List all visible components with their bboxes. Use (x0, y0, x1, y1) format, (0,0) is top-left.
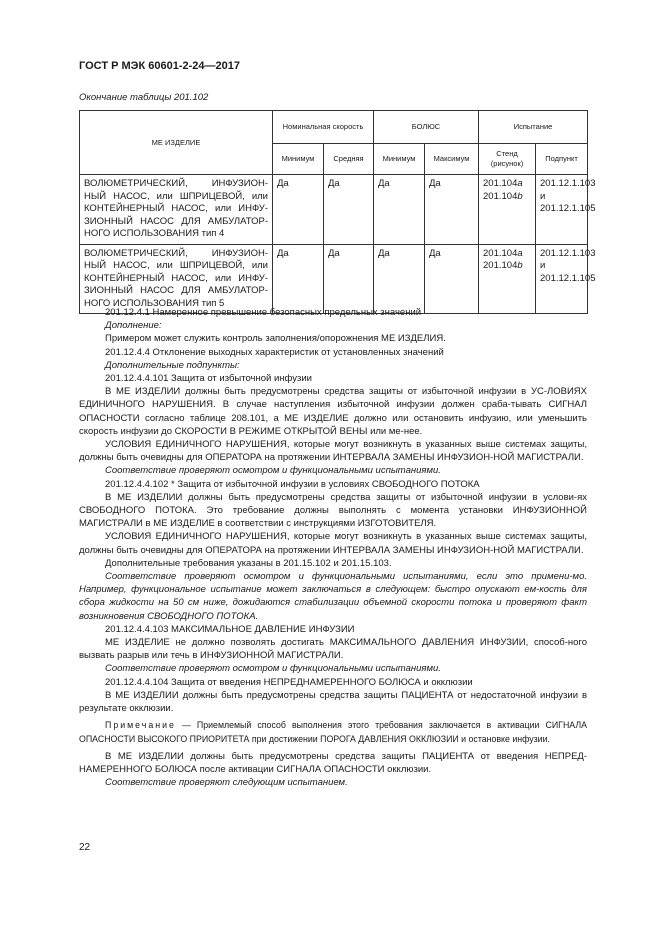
value-cell: Да (324, 175, 374, 245)
clause-heading: 201.12.4.4 Отклонение выходных характеристик от установленных значений (105, 346, 444, 358)
header-test: Испытание (479, 111, 588, 144)
subclause-cell: 201.12.1.103 и 201.12.1.105 (536, 175, 588, 245)
header-mid-rate: Средняя (324, 144, 374, 175)
paragraph: УСЛОВИЯ ЕДИНИЧНОГО НАРУШЕНИЯ, которые могут возникнуть в указанных выше системах защиты, должны быть очевидны для ОПЕРАТОРА на протяжении ИНТЕРВАЛА ЗАМЕНЫ ИНФУЗИОН-НОЙ МАГИСТРАЛИ. (79, 439, 587, 464)
compliance-text: Соответствие проверяют осмотром и функциональными испытаниями. (105, 465, 441, 477)
value-cell: Да (273, 244, 324, 314)
value-cell: Да (273, 175, 324, 245)
clause-heading: 201.12.4.4.103 МАКСИМАЛЬНОЕ ДАВЛЕНИЕ ИНФУЗИИ (105, 623, 355, 635)
note-text: — Приемлемый способ выполнения этого требования заключается в активации СИГНАЛА ОПАСНОСТИ ВЫСОКОГО ПРИОРИТЕТА при достижении ПОРОГА ДАВЛЕНИЯ ОККЛЮЗИИ и остановке инфузии. (79, 720, 587, 744)
device-cell: ВОЛЮМЕТРИЧЕСКИЙ, ИНФУЗИОН-НЫЙ НАСОС, или ШПРИЦЕВОЙ, или КОНТЕЙНЕРНЫЙ НАСОС, или ИНФУ-ЗИОННЫЙ НАСОС ДЛЯ АМБУЛАТОР-НОГО ИСПОЛЬЗОВАНИЯ тип 5 (80, 244, 273, 314)
header-min-bolus: Минимум (374, 144, 425, 175)
header-nominal-rate: Номинальная скорость (273, 111, 374, 144)
note (79, 719, 587, 745)
table-row (80, 244, 588, 314)
paragraph: В МЕ ИЗДЕЛИИ должны быть предусмотрены средства защиты ПАЦИЕНТА от введения НЕПРЕД-НАМЕРЕННОГО БОЛЮСА после активации СИГНАЛА ОПАСНОСТИ окклюзии. (79, 750, 587, 775)
table-row (80, 175, 588, 245)
header-stand: Стенд (рисунок) (479, 144, 536, 175)
header-min-rate: Минимум (273, 144, 324, 175)
value-cell: Да (324, 244, 374, 314)
table-caption: Окончание таблицы 201.102 (79, 92, 209, 103)
body-text (79, 306, 587, 789)
value-cell: Да (374, 175, 425, 245)
page-number: 22 (79, 842, 91, 853)
header-subclause: Подпункт (536, 144, 588, 175)
table-header-row (80, 111, 588, 144)
subclause-cell: 201.12.1.103 и 201.12.1.105 (536, 244, 588, 314)
compliance-text: Соответствие проверяют следующим испытанием. (105, 777, 348, 789)
value-cell: Да (425, 244, 479, 314)
stand-cell: 201.104a 201.104b (479, 175, 536, 245)
value-cell: Да (374, 244, 425, 314)
requirements-table (79, 110, 596, 314)
clause-heading: 201.12.4.1 Намеренное превышение безопасных предельных значений (105, 307, 422, 318)
compliance-text: Соответствие проверяют осмотром и функциональными испытаниями. (105, 663, 441, 675)
device-cell: ВОЛЮМЕТРИЧЕСКИЙ, ИНФУЗИОН-НЫЙ НАСОС, или ШПРИЦЕВОЙ, или КОНТЕЙНЕРНЫЙ НАСОС, или ИНФУ-ЗИОННЫЙ НАСОС ДЛЯ АМБУЛАТОР-НОГО ИСПОЛЬЗОВАНИЯ тип 4 (80, 175, 273, 245)
clause-heading: 201.12.4.4.104 Защита от введения НЕПРЕДНАМЕРЕННОГО БОЛЮСА и окклюзии (105, 676, 473, 688)
document-header: ГОСТ Р МЭК 60601-2-24—2017 (79, 60, 240, 72)
clause-heading: 201.12.4.4.102 * Защита от избыточной инфузии в условиях СВОБОДНОГО ПОТОКА (105, 478, 480, 490)
header-bolus: БОЛЮС (374, 111, 479, 144)
stand-cell: 201.104a 201.104b (479, 244, 536, 314)
value-cell: Да (425, 175, 479, 245)
amendment-label: Дополнение: (105, 320, 162, 332)
note-label: Примечание (105, 720, 176, 731)
paragraph: Примером может служить контроль заполнения/опорожнения МЕ ИЗДЕЛИЯ. (105, 333, 446, 345)
header-max-bolus: Максимум (425, 144, 479, 175)
amendment-label: Дополнительные подпункты: (105, 359, 240, 371)
paragraph: В МЕ ИЗДЕЛИИ должны быть предусмотрены средства защиты от избыточной инфузии в услови-ях СВОБОДНОГО ПОТОКА. Это требование должны выполнять с момента установки ИНФУЗИОННОЙ МАГИСТРАЛИ в МЕ ИЗДЕЛИЕ в соответствии с инструкциями ИЗГОТОВИТЕЛЯ. (79, 491, 587, 530)
paragraph: В МЕ ИЗДЕЛИИ должны быть предусмотрены средства защиты ПАЦИЕНТА от недостаточной инфузии в результате окклюзии. (79, 689, 587, 715)
paragraph: В МЕ ИЗДЕЛИИ должны быть предусмотрены средства защиты от избыточной инфузии в УС-ЛОВИЯХ ЕДИНИЧНОГО НАРУШЕНИЯ. В случае наступления избыточной инфузии должен сраба-тывать СИГНАЛ ОПАСНОСТИ согласно таблице 208.101, а МЕ ИЗДЕЛИЕ должно или остановить инфузию, или уменьшить скорость инфузии до СКОРОСТИ В РЕЖИМЕ ОТКРЫТОЙ ВЕНЫ или ме-нее. (79, 386, 587, 437)
paragraph: Дополнительные требования указаны в 201.15.102 и 201.15.103. (105, 557, 392, 569)
paragraph: МЕ ИЗДЕЛИЕ не должно позволять достигать МАКСИМАЛЬНОГО ДАВЛЕНИЯ ИНФУЗИИ, способ-ного вызвать разрыв или течь в ИНФУЗИОННОЙ МАГИСТРАЛИ. (79, 637, 587, 662)
compliance-text: Соответствие проверяют осмотром и функциональными испытаниями, если это примени-мо. Например, функциональное испытание может заключаться в следующем: быстро опускают ем-кость для сбора жидкости на 50 см ниже, дожидаются стабилизации объемной скорости потока и проверяют факт возникновения СВОБОДНОГО ПОТОКА. (79, 571, 587, 622)
header-device: МЕ ИЗДЕЛИЕ (80, 111, 273, 175)
clause-heading: 201.12.4.4.101 Защита от избыточной инфузии (105, 373, 312, 385)
paragraph: УСЛОВИЯ ЕДИНИЧНОГО НАРУШЕНИЯ, которые могут возникнуть в указанных выше системах защиты, должны быть очевидны для ОПЕРАТОРА на протяжении ИНТЕРВАЛА ЗАМЕНЫ ИНФУЗИОН-НОЙ МАГИСТРАЛИ. (79, 531, 587, 556)
